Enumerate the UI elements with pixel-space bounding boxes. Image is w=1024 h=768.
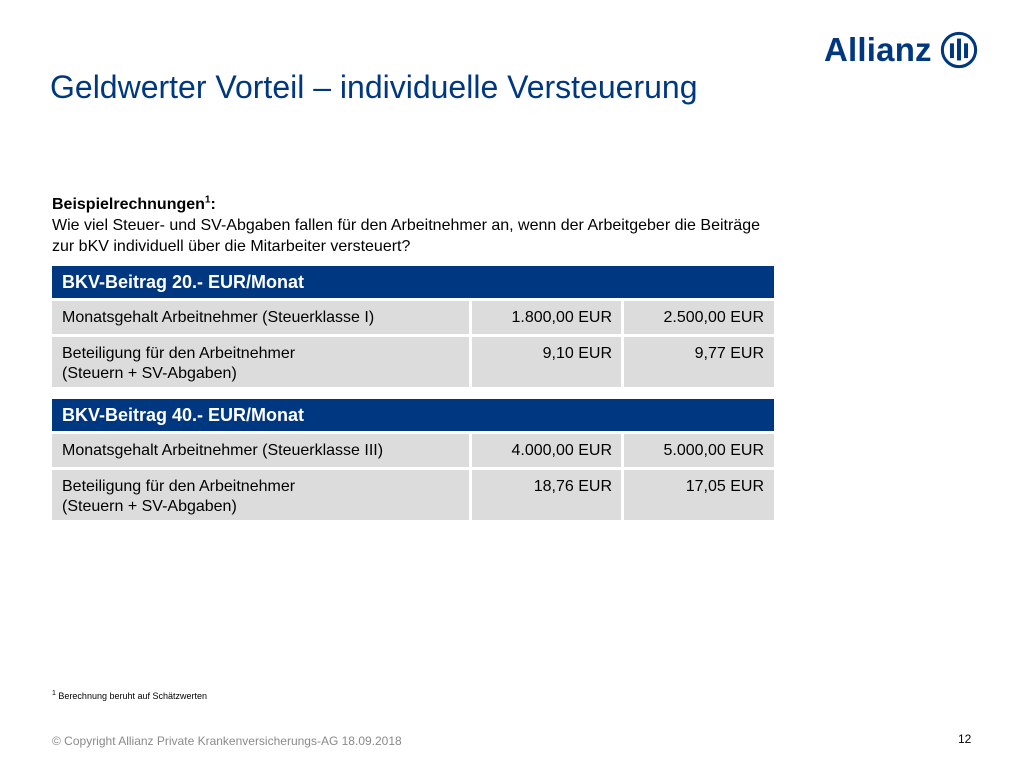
- row-label-line-2: (Steuern + SV-Abgaben): [62, 365, 237, 382]
- table-bkv-40: [52, 399, 774, 520]
- row-value-1: 18,76 EUR: [472, 470, 621, 520]
- row-value-2: 5.000,00 EUR: [624, 434, 774, 467]
- copyright-text: © Copyright Allianz Private Krankenversicherungs-AG 18.09.2018: [52, 734, 402, 748]
- row-label-line: Beteiligung für den Arbeitnehmer: [62, 345, 296, 362]
- row-value-2: 17,05 EUR: [624, 470, 774, 520]
- intro-heading-text: Beispielrechnungen: [52, 196, 205, 213]
- row-value-1: 4.000,00 EUR: [472, 434, 621, 467]
- allianz-eagle-icon: [940, 31, 978, 69]
- footnote-marker: 1: [52, 690, 56, 697]
- table-header: BKV-Beitrag 40.- EUR/Monat: [52, 399, 774, 431]
- row-label-line: Monatsgehalt Arbeitnehmer (Steuerklasse III): [62, 442, 384, 459]
- allianz-logo: [824, 30, 978, 70]
- row-label: [52, 434, 469, 467]
- page-number: 12: [958, 732, 972, 746]
- logo-wordmark: Allianz: [824, 31, 932, 68]
- row-label: [52, 301, 469, 334]
- table-row: [52, 434, 774, 467]
- row-label: [52, 337, 469, 387]
- intro-line-2: zur bKV individuell über die Mitarbeiter versteuert?: [52, 238, 411, 255]
- row-value-1: 1.800,00 EUR: [472, 301, 621, 334]
- footnote: [52, 688, 207, 702]
- table-row: [52, 337, 774, 387]
- row-label-line-2: (Steuern + SV-Abgaben): [62, 498, 237, 515]
- intro-heading-footnote-marker: 1: [204, 194, 211, 206]
- intro-text: [52, 194, 812, 257]
- row-value-2: 2.500,00 EUR: [624, 301, 774, 334]
- table-row: [52, 301, 774, 334]
- row-label: [52, 470, 469, 520]
- table-row: [52, 470, 774, 520]
- page-title: Geldwerter Vorteil – individuelle Versteuerung: [50, 69, 698, 105]
- row-value-2: 9,77 EUR: [624, 337, 774, 387]
- footnote-text: Berechnung beruht auf Schätzwerten: [58, 691, 208, 701]
- table-header: BKV-Beitrag 20.- EUR/Monat: [52, 266, 774, 298]
- table-bkv-20: [52, 266, 774, 387]
- row-label-line: Beteiligung für den Arbeitnehmer: [62, 478, 296, 495]
- intro-line-1: Wie viel Steuer- und SV-Abgaben fallen für den Arbeitnehmer an, wenn der Arbeitgeber die Beiträge: [52, 217, 760, 234]
- row-value-1: 9,10 EUR: [472, 337, 621, 387]
- row-label-line: Monatsgehalt Arbeitnehmer (Steuerklasse I): [62, 309, 375, 326]
- intro-heading-suffix: :: [210, 196, 216, 213]
- intro-heading: [52, 194, 812, 215]
